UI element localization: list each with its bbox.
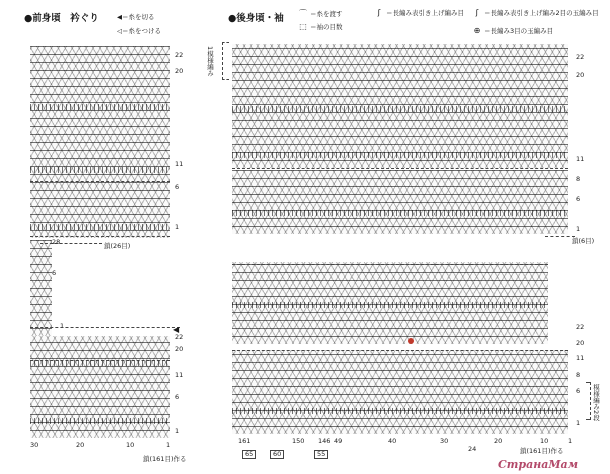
back-base-note: 鎖(161目)作る [520, 447, 564, 455]
back-divider [232, 350, 568, 351]
stitch-count: 20 [494, 437, 503, 445]
back-divider [232, 168, 568, 169]
row-label: 28 [52, 238, 61, 246]
row-label: 6 [576, 195, 581, 203]
neck-chain-line [40, 243, 102, 244]
stitch-count: 1 [568, 437, 573, 445]
back-chart-block-4 [232, 350, 568, 434]
pass-yarn-icon: ⌒ [299, 9, 307, 18]
front-upper-divider [30, 181, 170, 182]
back-chart-block-1 [232, 44, 568, 168]
stitch-count: 150 [292, 437, 305, 445]
front-base-note: 鎖(161目)作る [143, 455, 187, 463]
row-label: 22 [175, 333, 184, 341]
back-divider [232, 264, 548, 265]
row-label: 22 [175, 51, 184, 59]
front-upper-bottom-divider [30, 236, 170, 237]
front-title: ●前身頃 衿ぐり [24, 13, 99, 24]
back-chart-block-3 [232, 262, 548, 344]
row-label: 11 [576, 354, 585, 362]
dashed-box-icon: ⬚ [299, 22, 307, 31]
row-label: 6 [576, 387, 581, 395]
row-label: 20 [175, 345, 184, 353]
neck-base-line [30, 327, 180, 328]
legend-sleeve-count: ⬚ ＝袖の目数 [296, 22, 343, 31]
legend-bobble2: ʃ ＝長編み表引き上げ編み2目の玉編み目 [470, 8, 599, 17]
front-chain-note: 鎖(26目) [104, 242, 131, 250]
front-chart-lower [30, 336, 170, 438]
row-label: 11 [576, 155, 585, 163]
row-label: 11 [175, 160, 184, 168]
right-bracket [586, 382, 591, 420]
bobble3-icon: ⊕ [473, 26, 481, 35]
stitch-count: 24 [468, 445, 477, 453]
front-post-dc-icon: ʃ [377, 8, 381, 17]
row-label: 6 [175, 183, 180, 191]
row-label: 22 [576, 323, 585, 331]
stitch-count: 30 [30, 441, 39, 449]
row-label: 1 [576, 419, 581, 427]
back-side-note: 1模様編み [206, 46, 214, 77]
row-label: 1 [576, 225, 581, 233]
back-chart-block-2 [232, 170, 568, 234]
stitch-count: 161 [238, 437, 251, 445]
row-label: 20 [576, 71, 585, 79]
front-lower-divider [30, 360, 170, 361]
row-label: 20 [576, 339, 585, 347]
row-label: 11 [175, 371, 184, 379]
sleeve-count-box: 60 [270, 450, 284, 459]
legend-pass: ⌒ ＝糸を渡す [296, 8, 343, 19]
stitch-count: 146 [318, 437, 331, 445]
row-label: 8 [576, 175, 581, 183]
side-bracket [222, 42, 229, 80]
front-chart-neck [30, 240, 52, 336]
back-chain-line [545, 236, 575, 237]
stitch-count: 40 [388, 437, 397, 445]
stitch-count: 20 [76, 441, 85, 449]
row-label: 6 [52, 269, 57, 277]
row-label: 1 [60, 322, 65, 330]
front-chart-upper [30, 46, 170, 238]
row-label: 20 [175, 67, 184, 75]
sleeve-count-box: 55 [314, 450, 328, 459]
sleeve-count-box: 65 [242, 450, 256, 459]
back-right-note: 模様編み2段 [592, 384, 600, 421]
row-label: 1 [175, 427, 180, 435]
legend-bobble3: ⊕ ＝長編み3目の玉編み目 [470, 26, 553, 35]
back-chain-note: 鎖(6目) [572, 237, 595, 245]
left-solid-triangle-icon: ◀ [173, 325, 180, 334]
row-label: 1 [175, 223, 180, 231]
bobble2-icon: ʃ [475, 8, 479, 17]
stitch-count: 1 [166, 441, 171, 449]
legend-attach: ◁＝糸をつける [117, 27, 161, 35]
stitch-count: 49 [334, 437, 343, 445]
stitch-count: 10 [126, 441, 135, 449]
row-label: 6 [175, 393, 180, 401]
stitch-count: 30 [440, 437, 449, 445]
row-label: 8 [576, 371, 581, 379]
back-title: ●後身頃・袖 [228, 13, 284, 24]
flower-icon [408, 338, 414, 344]
row-label: 22 [576, 53, 585, 61]
legend-cut: ◀＝糸を切る [117, 13, 155, 21]
legend-long-pull: ʃ ＝長編み表引き上げ編み目 [372, 8, 464, 17]
stitch-count: 10 [540, 437, 549, 445]
watermark: СтранаМам [498, 458, 579, 471]
